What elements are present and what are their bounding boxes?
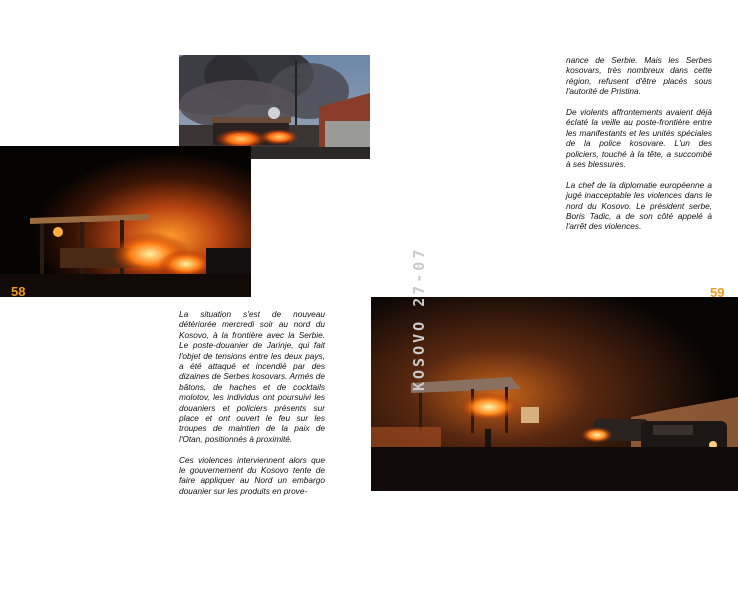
paragraph: De violents affrontements avaient déjà éclaté la veille au poste-frontière entre les manifestants et les unités spéciales de la police kosovare. L'un des policiers, touché à la tête, a succombé à ses blessures. — [566, 107, 712, 170]
vertical-label-text: KOSOVO 27-07 — [410, 246, 428, 391]
vertical-section-label — [410, 233, 430, 391]
text-column-right — [566, 55, 712, 242]
text-column-left — [179, 309, 325, 507]
paragraph: La situation s'est de nouveau détériorée mercredi soir au nord du Kosovo, à la frontière avec la Serbie. Le poste-douanier de Jarinje, qui fait l'objet de tensions entre les deux pays, a été attaqué et incendié par des dizaines de Serbes kosovars. Armés de bâtons, de haches et de cocktails molotov, les individus ont poursuivi les douaniers et policiers présents sur place et ont ouvert le feu sur les troupes de maintien de la paix de l'Otan, positionnés à proximité. — [179, 309, 325, 444]
burning-border-post-smoke-photo — [179, 55, 370, 159]
page-number-left: 58 — [11, 284, 26, 299]
paragraph: La chef de la diplomatie européenne a jugé inacceptable les violences dans le nord du Kosovo. Le président serbe, Boris Tadic, a de son côté appelé à l'arrêt des violences. — [566, 179, 712, 232]
night-fire-building-photo — [0, 146, 251, 297]
page-number-right: 59 — [710, 285, 725, 300]
paragraph: nance de Serbie. Mais les Serbes kosovars, très nombreux dans cette région, refusent d'être placés sous l'autorité de Pristina. — [566, 55, 712, 97]
paragraph: Ces violences interviennent alors que le gouvernement du Kosovo tente de faire appliquer au Nord un embargo douanier sur les produits en prove- — [179, 454, 325, 496]
